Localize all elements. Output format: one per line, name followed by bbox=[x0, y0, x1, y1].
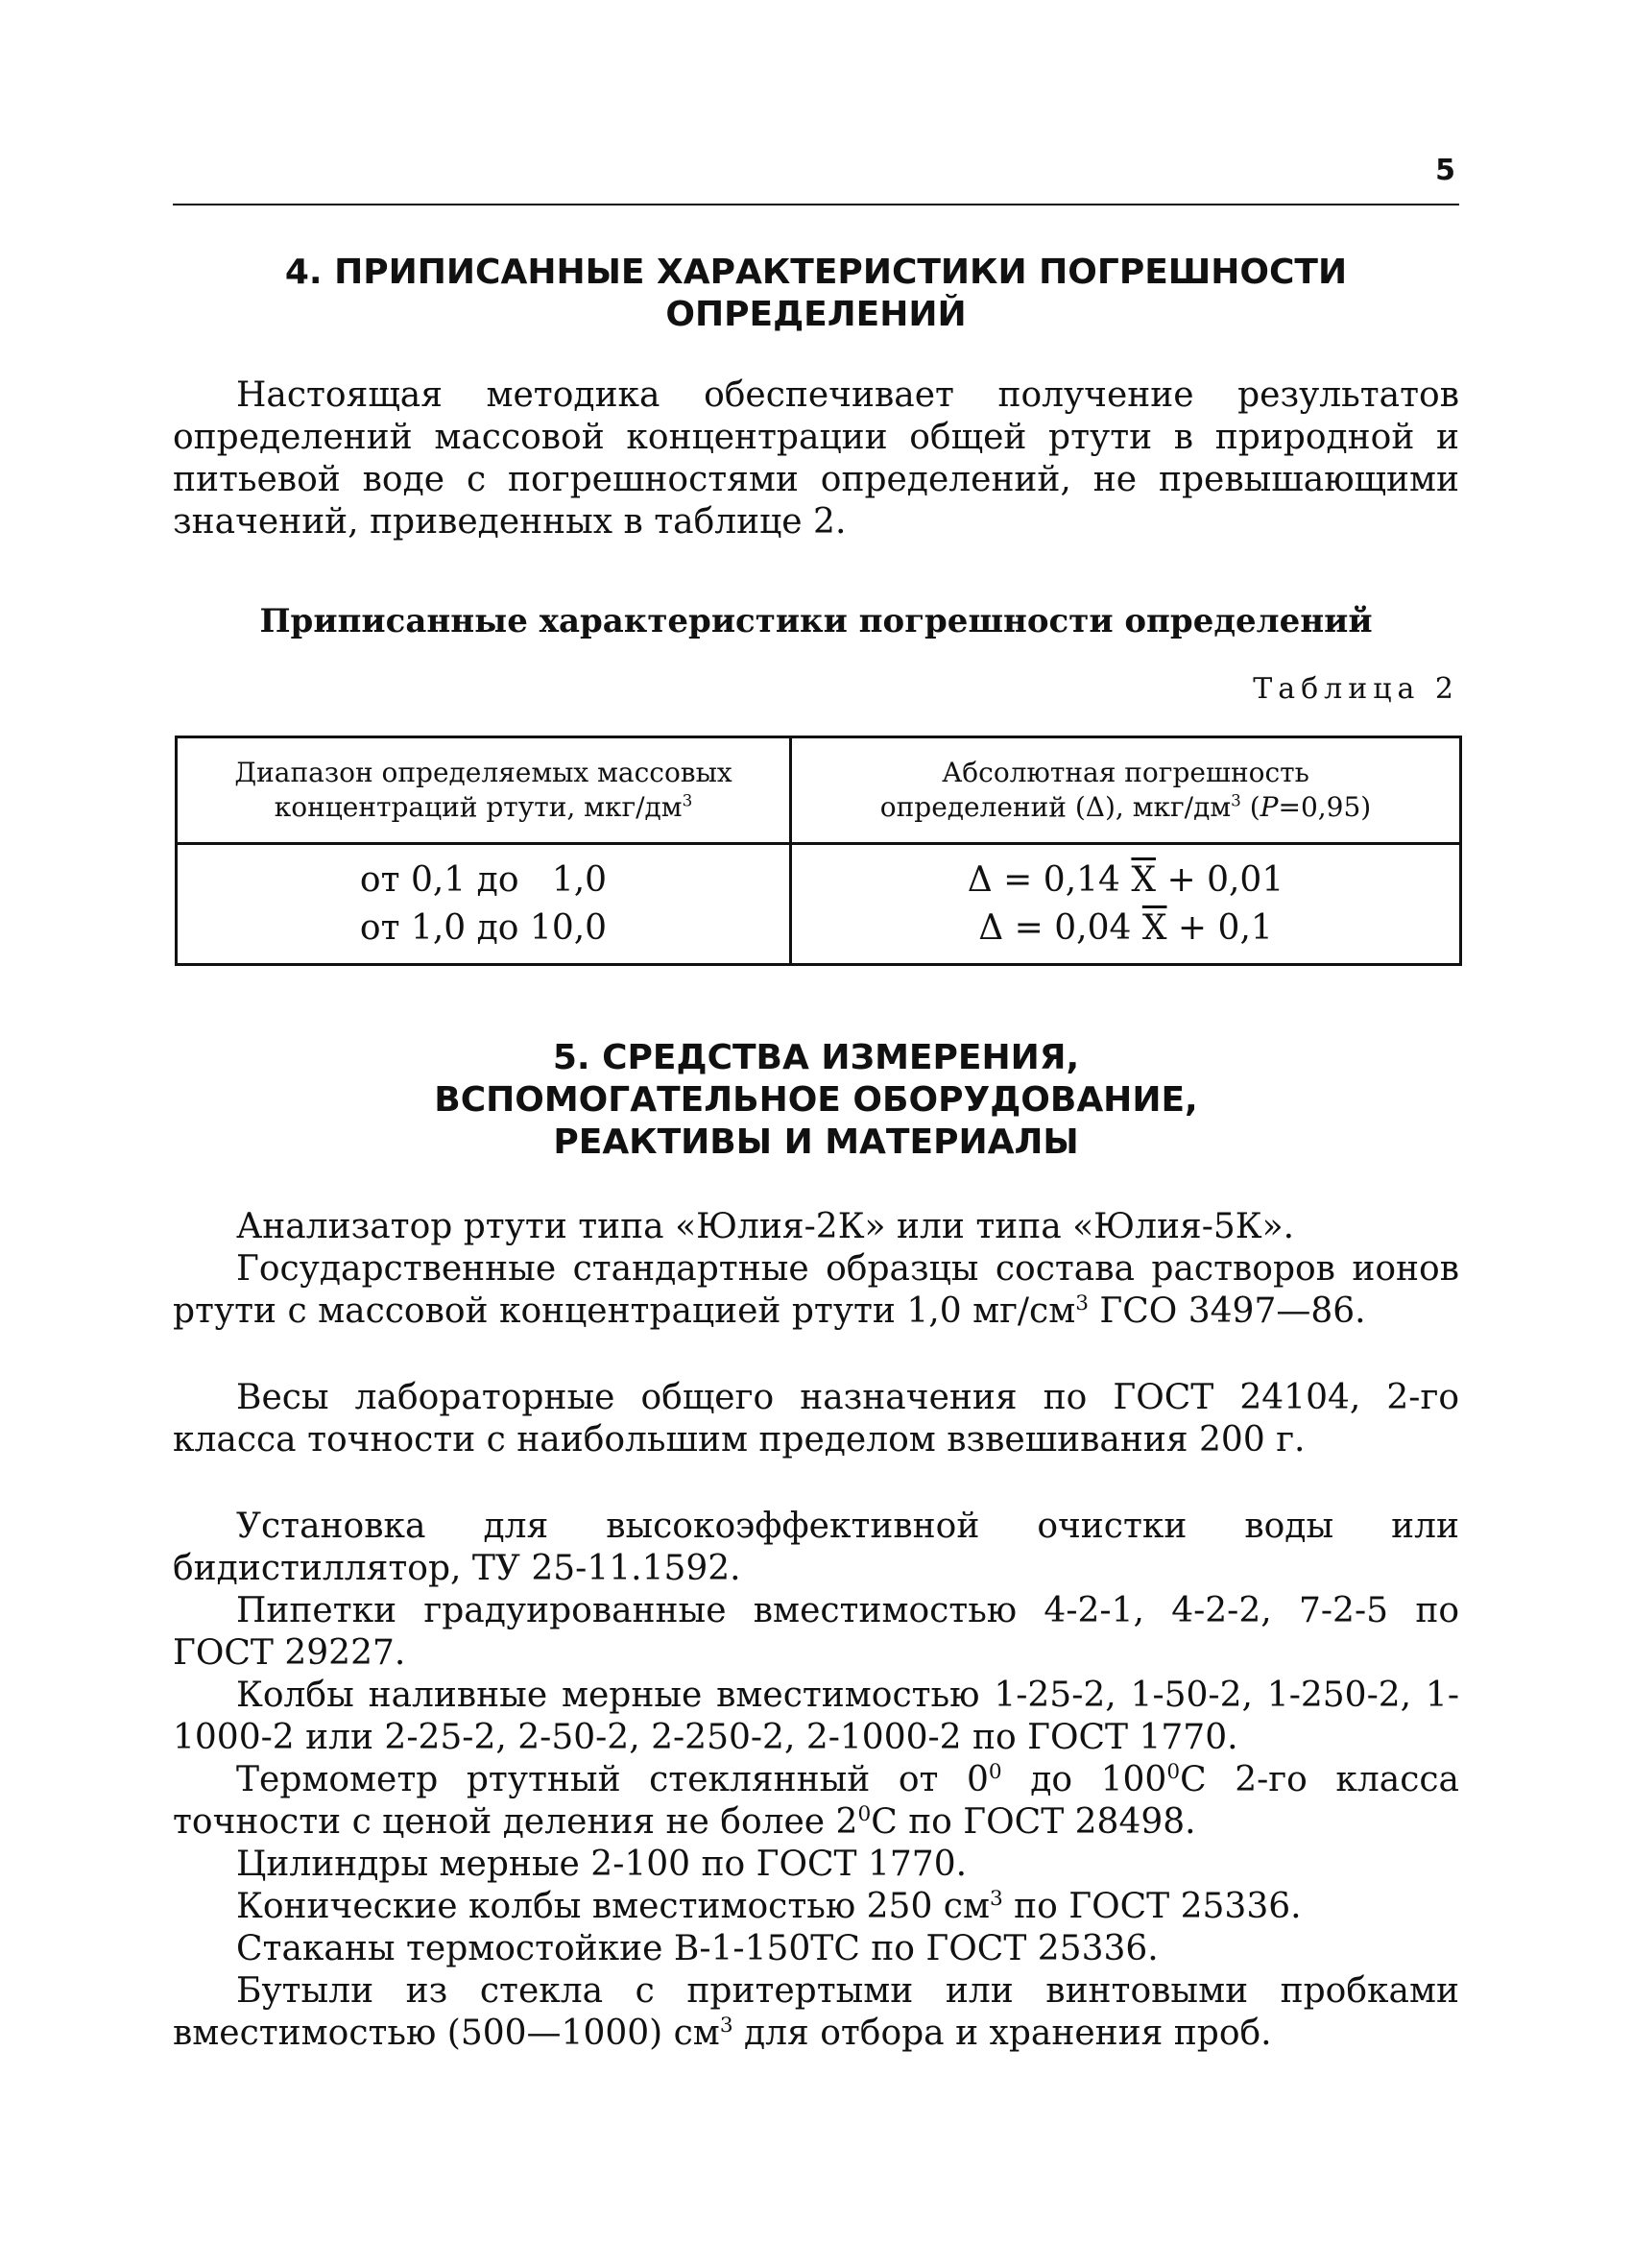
header-error-p: P bbox=[1260, 791, 1279, 823]
bottles-purpose: для отбора и хранения проб. bbox=[732, 2014, 1272, 2053]
header-error-prob: =0,95) bbox=[1278, 791, 1372, 823]
item-bottles bbox=[173, 1970, 1459, 2055]
formula-1-const: + 0,01 bbox=[1156, 859, 1284, 900]
header-range-unit: концентраций ртути, мкг/дм bbox=[274, 791, 683, 823]
section-5-title-line1: 5. СРЕДСТВА ИЗМЕРЕНИЯ, bbox=[552, 1038, 1080, 1077]
header-range bbox=[177, 737, 791, 844]
formula-row-2 bbox=[798, 905, 1453, 953]
thermo-deg-3: 0 bbox=[857, 1802, 872, 1826]
header-error-line1: Абсолютная погрешность bbox=[942, 757, 1309, 788]
thermo-deg-2: 0 bbox=[1166, 1760, 1181, 1784]
header-rule bbox=[173, 204, 1459, 205]
formula-2-coef: Δ = 0,04 bbox=[978, 907, 1142, 948]
section-4-title-line1: 4. ПРИПИСАННЫЕ ХАРАКТЕРИСТИКИ ПОГРЕШНОСТИ bbox=[284, 253, 1348, 292]
thermo-text-b: до 100 bbox=[1001, 1760, 1167, 1799]
section-4-paragraph: Настоящая методика обеспечивает получение результатов определений массовой концентрации общей ртути в природной и питьевой воде с погрешностями определений, не превышающими значений, приведенных в таблице 2. bbox=[173, 375, 1459, 542]
thermo-text-d: С по ГОСТ 28498. bbox=[871, 1802, 1196, 1842]
bottles-sup: 3 bbox=[719, 2014, 733, 2038]
item-beakers: Стаканы термостойкие В-1-150ТС по ГОСТ 25336. bbox=[236, 1929, 1159, 1968]
header-range-sup: 3 bbox=[682, 790, 693, 810]
item-thermometer bbox=[173, 1759, 1459, 1844]
header-error-sup: 3 bbox=[1231, 790, 1241, 810]
conic-standard: по ГОСТ 25336. bbox=[1002, 1887, 1302, 1926]
item-analyzer: Анализатор ртути типа «Юлия-2К» или типа «Юлия-5К». bbox=[236, 1207, 1295, 1246]
page-number: 5 bbox=[1435, 154, 1455, 187]
section-5-title-line3: РЕАКТИВЫ И МАТЕРИАЛЫ bbox=[553, 1122, 1079, 1162]
header-range-line2 bbox=[183, 790, 783, 825]
conic-text: Конические колбы вместимостью 250 см bbox=[236, 1887, 990, 1926]
item-gso-text: Государственные стандартные образцы состава растворов ионов ртути с массовой концентрацией ртути 1,0 мг/см bbox=[173, 1249, 1459, 1331]
range-row-2: от 1,0 до 10,0 bbox=[359, 907, 608, 948]
item-distiller: Установка для высокоэффективной очистки воды или бидистиллятор, ТУ 25-11.1592. bbox=[173, 1507, 1459, 1588]
item-gso-code: ГСО 3497—86. bbox=[1088, 1291, 1366, 1331]
range-cell bbox=[177, 844, 791, 965]
header-error-unit: определений (Δ), мкг/дм bbox=[879, 791, 1232, 823]
header-error-paren: ( bbox=[1240, 791, 1260, 823]
item-scales: Весы лабораторные общего назначения по ГОСТ 24104, 2-го класса точности с наибольшим пределом взвешивания 200 г. bbox=[173, 1378, 1459, 1460]
range-row-1: от 0,1 до 1,0 bbox=[359, 859, 608, 900]
item-conic-flasks bbox=[173, 1886, 1459, 1928]
formula-1-coef: Δ = 0,14 bbox=[967, 859, 1132, 900]
table-header-row bbox=[177, 737, 1461, 844]
formula-cell bbox=[791, 844, 1461, 965]
formula-2-xbar: $\overline{X}$ bbox=[1141, 907, 1167, 948]
table-row bbox=[177, 844, 1461, 965]
formula-2-const: + 0,1 bbox=[1166, 907, 1273, 948]
item-pipettes: Пипетки градуированные вместимостью 4-2-1, 4-2-2, 7-2-5 по ГОСТ 29227. bbox=[173, 1591, 1459, 1673]
thermo-deg-1: 0 bbox=[988, 1760, 1002, 1784]
section-4-title bbox=[173, 252, 1459, 336]
formula-row-1 bbox=[798, 857, 1453, 905]
item-gso bbox=[173, 1248, 1459, 1333]
header-error-line2 bbox=[798, 790, 1453, 825]
table-2-title: Приписанные характеристики погрешности определений bbox=[259, 602, 1373, 640]
header-range-line1: Диапазон определяемых массовых bbox=[234, 757, 732, 788]
thermo-text-c: С 2-го класса точности с ценой деления не более 2 bbox=[173, 1760, 1460, 1842]
table-2-label: Таблица 2 bbox=[1253, 672, 1459, 706]
header-error bbox=[791, 737, 1461, 844]
formula-1-xbar: $\overline{X}$ bbox=[1131, 859, 1157, 900]
thermo-text-a: Термометр ртутный стеклянный от 0 bbox=[236, 1760, 989, 1799]
item-gso-sup: 3 bbox=[1075, 1291, 1089, 1315]
section-5-title-line2: ВСПОМОГАТЕЛЬНОЕ ОБОРУДОВАНИЕ, bbox=[434, 1080, 1198, 1120]
error-characteristics-table bbox=[175, 736, 1462, 966]
conic-sup: 3 bbox=[989, 1887, 1003, 1911]
bottles-text: Бутыли из стекла с притертыми или винтовыми пробками вместимостью (500—1000) см bbox=[173, 1971, 1459, 2053]
item-flasks: Колбы наливные мерные вместимостью 1-25-2, 1-50-2, 1-250-2, 1-1000-2 или 2-25-2, 2-50-2, 2-250-2, 2-1000-2 по ГОСТ 1770. bbox=[173, 1676, 1459, 1757]
section-5-title bbox=[173, 1037, 1459, 1164]
section-4-title-line2: ОПРЕДЕЛЕНИЙ bbox=[665, 295, 967, 334]
item-cylinders: Цилиндры мерные 2-100 по ГОСТ 1770. bbox=[236, 1845, 968, 1884]
